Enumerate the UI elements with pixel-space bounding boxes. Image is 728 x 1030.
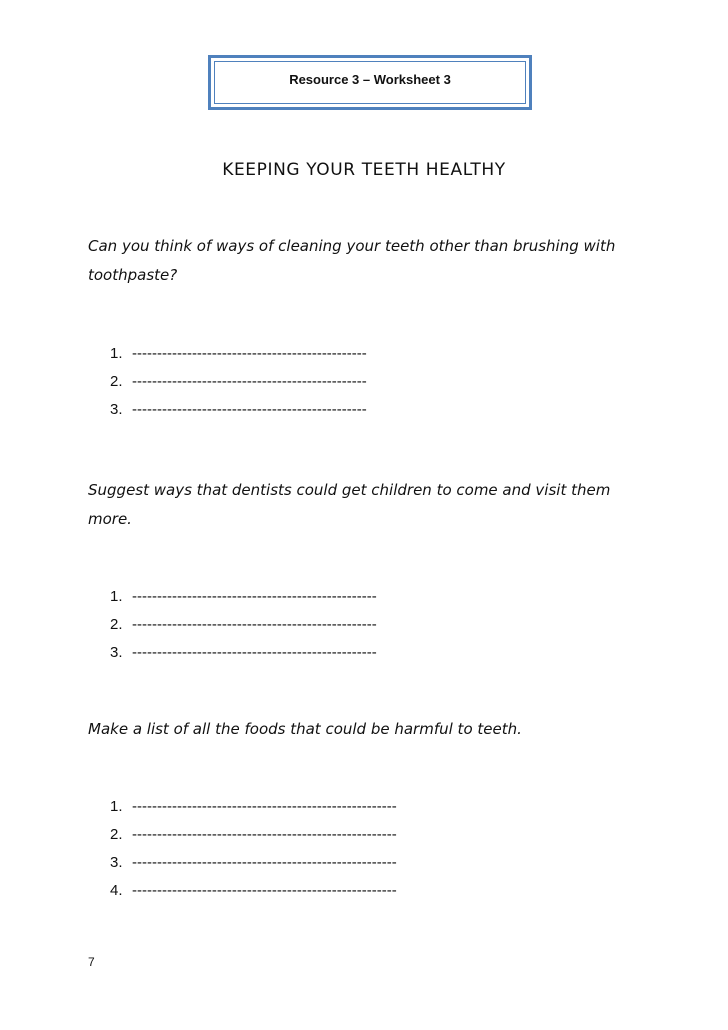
answer-number: 2. (110, 826, 123, 843)
answer-line (110, 372, 367, 400)
answer-blank: ----------------------------------------------------- (132, 882, 397, 899)
answer-blank: ----------------------------------------------- (132, 345, 367, 362)
answer-number: 1. (110, 798, 123, 815)
answer-blank: ------------------------------------------------- (132, 616, 377, 633)
answer-number: 1. (110, 588, 123, 605)
page-title: KEEPING YOUR TEETH HEALTHY (222, 160, 506, 180)
answer-line (110, 853, 397, 881)
answer-line (110, 643, 377, 671)
question-3: Make a list of all the foods that could be harmful to teeth. (88, 720, 522, 738)
answer-line (110, 881, 397, 909)
answer-list-2 (110, 587, 377, 671)
question-2: Suggest ways that dentists could get children to come and visit them more. (88, 481, 611, 528)
answer-blank: ----------------------------------------------------- (132, 826, 397, 843)
answer-number: 3. (110, 854, 123, 871)
answer-number: 3. (110, 644, 123, 661)
answer-line (110, 797, 397, 825)
answer-list-1 (110, 344, 367, 428)
answer-list-3 (110, 797, 397, 909)
answer-line (110, 825, 397, 853)
answer-number: 2. (110, 616, 123, 633)
worksheet-header-label: Resource 3 – Worksheet 3 (214, 61, 526, 104)
answer-blank: ----------------------------------------------------- (132, 798, 397, 815)
worksheet-header-box (208, 55, 532, 110)
answer-line (110, 344, 367, 372)
answer-number: 2. (110, 373, 123, 390)
answer-blank: ----------------------------------------------- (132, 373, 367, 390)
question-1: Can you think of ways of cleaning your teeth other than brushing with toothpaste? (88, 237, 616, 284)
answer-number: 3. (110, 401, 123, 418)
answer-number: 4. (110, 882, 123, 899)
answer-blank: ----------------------------------------------------- (132, 854, 397, 871)
answer-blank: ------------------------------------------------- (132, 644, 377, 661)
answer-blank: ----------------------------------------------- (132, 401, 367, 418)
answer-line (110, 587, 377, 615)
page-number: 7 (88, 955, 95, 969)
answer-blank: ------------------------------------------------- (132, 588, 377, 605)
answer-line (110, 400, 367, 428)
answer-line (110, 615, 377, 643)
answer-number: 1. (110, 345, 123, 362)
